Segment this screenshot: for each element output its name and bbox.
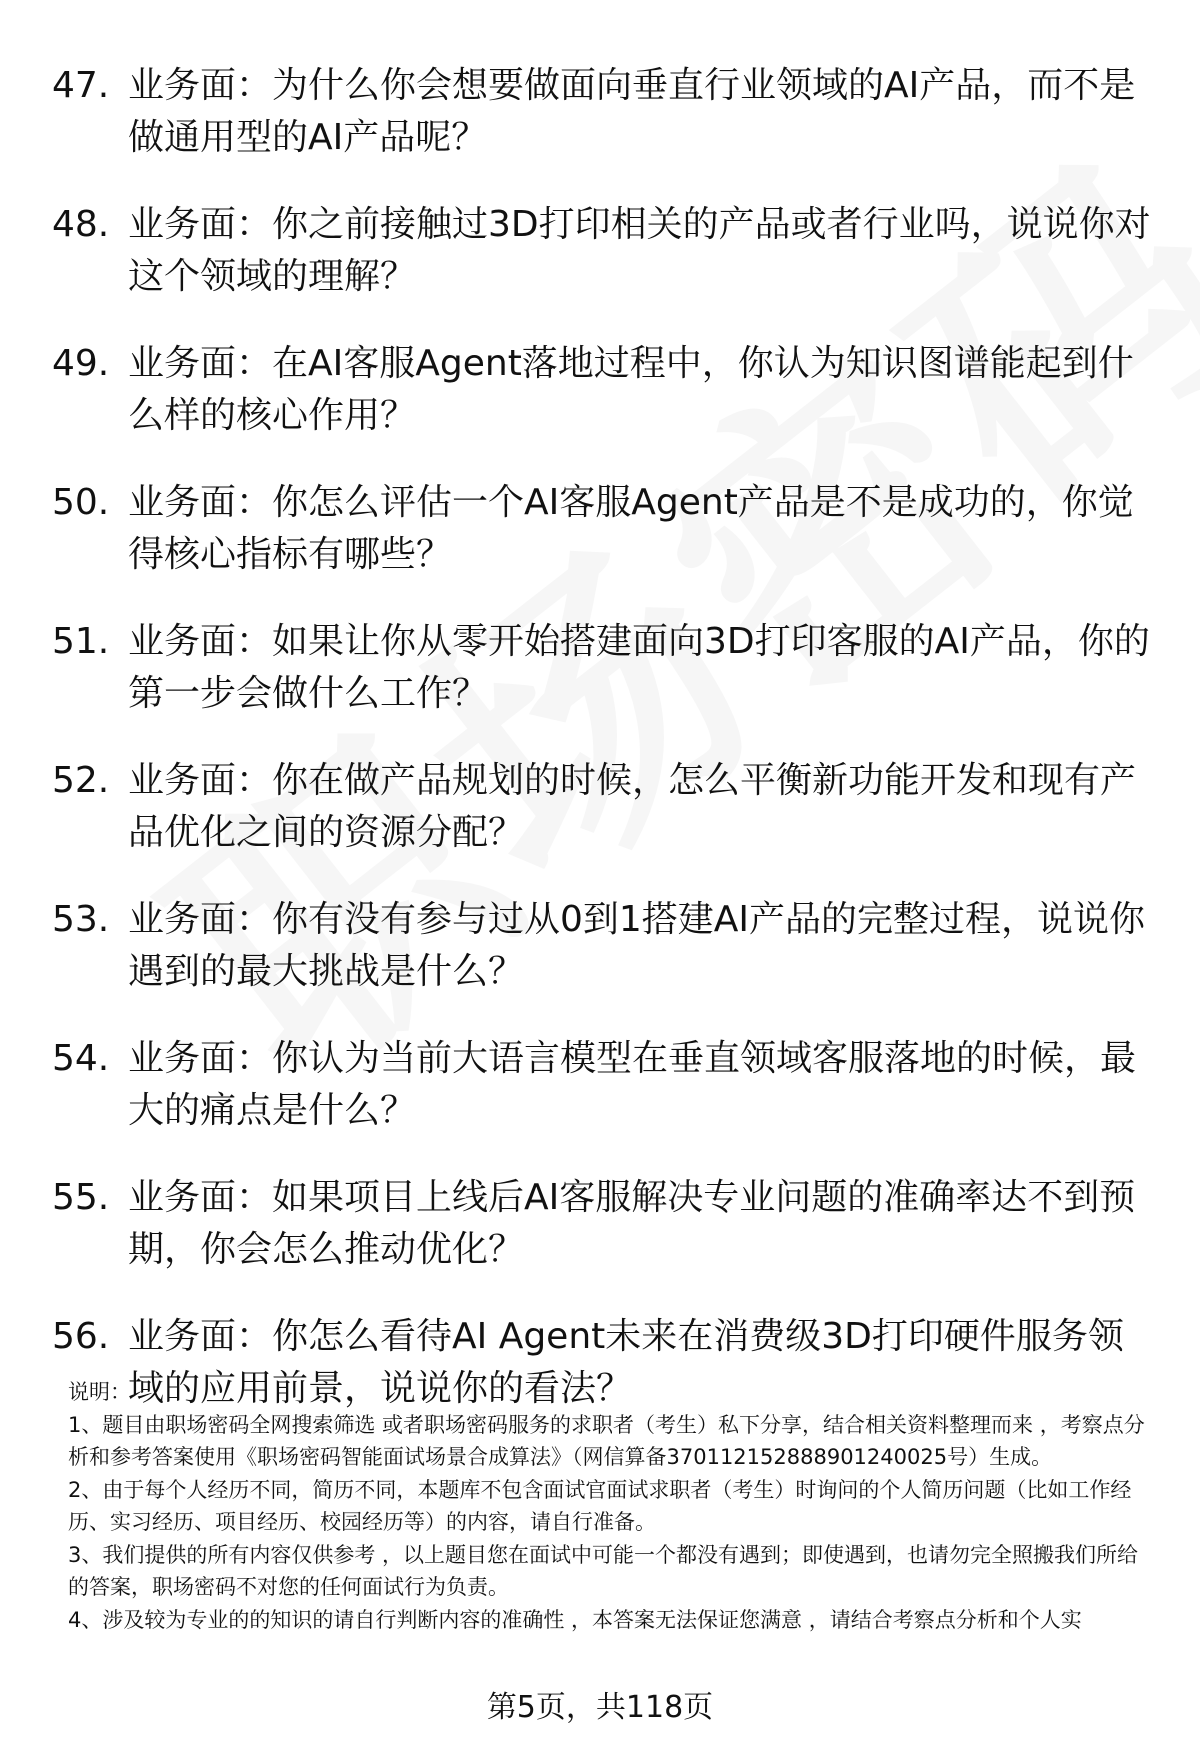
question-text: 业务面：在AI客服Agent落地过程中，你认为知识图谱能起到什么样的核心作用？ bbox=[128, 343, 1134, 436]
question-number: 56. bbox=[52, 1316, 110, 1357]
question-number: 47. bbox=[52, 65, 110, 106]
question-number: 52. bbox=[52, 760, 110, 801]
question-item bbox=[52, 1033, 1162, 1137]
notes-title: 说明： bbox=[68, 1380, 131, 1404]
note-item: 1、题目由职场密码全网搜索筛选 或者职场密码服务的求职者（考生）私下分享，结合相关资料整理而来 ，考察点分析和参考答案使用《职场密码智能面试场景合成算法》（网信算备370112152888901240025号）生成。 bbox=[68, 1412, 1145, 1469]
question-item bbox=[52, 755, 1162, 859]
question-text: 业务面：为什么你会想要做面向垂直行业领域的AI产品，而不是做通用型的AI产品呢？ bbox=[128, 65, 1136, 158]
question-text: 业务面：如果项目上线后AI客服解决专业问题的准确率达不到预期，你会怎么推动优化？ bbox=[128, 1177, 1136, 1270]
question-item bbox=[52, 894, 1162, 998]
question-number: 55. bbox=[52, 1177, 110, 1218]
note-item: 4、涉及较为专业的的知识的请自行判断内容的准确性 ，本答案无法保证您满意 ，请结合考察点分析和个人实 bbox=[68, 1607, 1082, 1632]
question-item bbox=[52, 616, 1162, 720]
question-number: 51. bbox=[52, 621, 110, 662]
question-list bbox=[52, 60, 1162, 1450]
notes-section bbox=[68, 1376, 1148, 1636]
question-text: 业务面：你怎么看待AI Agent未来在消费级3D打印硬件服务领域的应用前景，说说你的看法？ bbox=[128, 1316, 1124, 1409]
question-number: 53. bbox=[52, 899, 110, 940]
question-number: 54. bbox=[52, 1038, 110, 1079]
question-text: 业务面：如果让你从零开始搭建面向3D打印客服的AI产品，你的第一步会做什么工作？ bbox=[128, 621, 1150, 714]
question-item bbox=[52, 477, 1162, 581]
question-text: 业务面：你认为当前大语言模型在垂直领域客服落地的时候，最大的痛点是什么？ bbox=[128, 1038, 1137, 1131]
page-number-footer: 第5页，共118页 bbox=[486, 1690, 714, 1725]
question-number: 49. bbox=[52, 343, 110, 384]
question-number: 48. bbox=[52, 204, 110, 245]
question-item bbox=[52, 199, 1162, 303]
question-text: 业务面：你怎么评估一个AI客服Agent产品是不是成功的，你觉得核心指标有哪些？ bbox=[128, 482, 1134, 575]
note-item: 2、由于每个人经历不同，简历不同，本题库不包含面试官面试求职者（考生）时询问的个人简历问题（比如工作经历、实习经历、项目经历、校园经历等）的内容，请自行准备。 bbox=[68, 1477, 1132, 1534]
question-text: 业务面：你之前接触过3D打印相关的产品或者行业吗，说说你对这个领域的理解？ bbox=[128, 204, 1151, 297]
note-item: 3、我们提供的所有内容仅供参考 ，以上题目您在面试中可能一个都没有遇到；即使遇到，也请勿完全照搬我们所给的答案，职场密码不对您的任何面试行为负责。 bbox=[68, 1542, 1139, 1599]
question-text: 业务面：你在做产品规划的时候，怎么平衡新功能开发和现有产品优化之间的资源分配？ bbox=[128, 760, 1137, 853]
question-text: 业务面：你有没有参与过从0到1搭建AI产品的完整过程，说说你遇到的最大挑战是什么？ bbox=[128, 899, 1146, 992]
question-item bbox=[52, 1172, 1162, 1276]
question-item bbox=[52, 338, 1162, 442]
question-item bbox=[52, 60, 1162, 164]
question-number: 50. bbox=[52, 482, 110, 523]
